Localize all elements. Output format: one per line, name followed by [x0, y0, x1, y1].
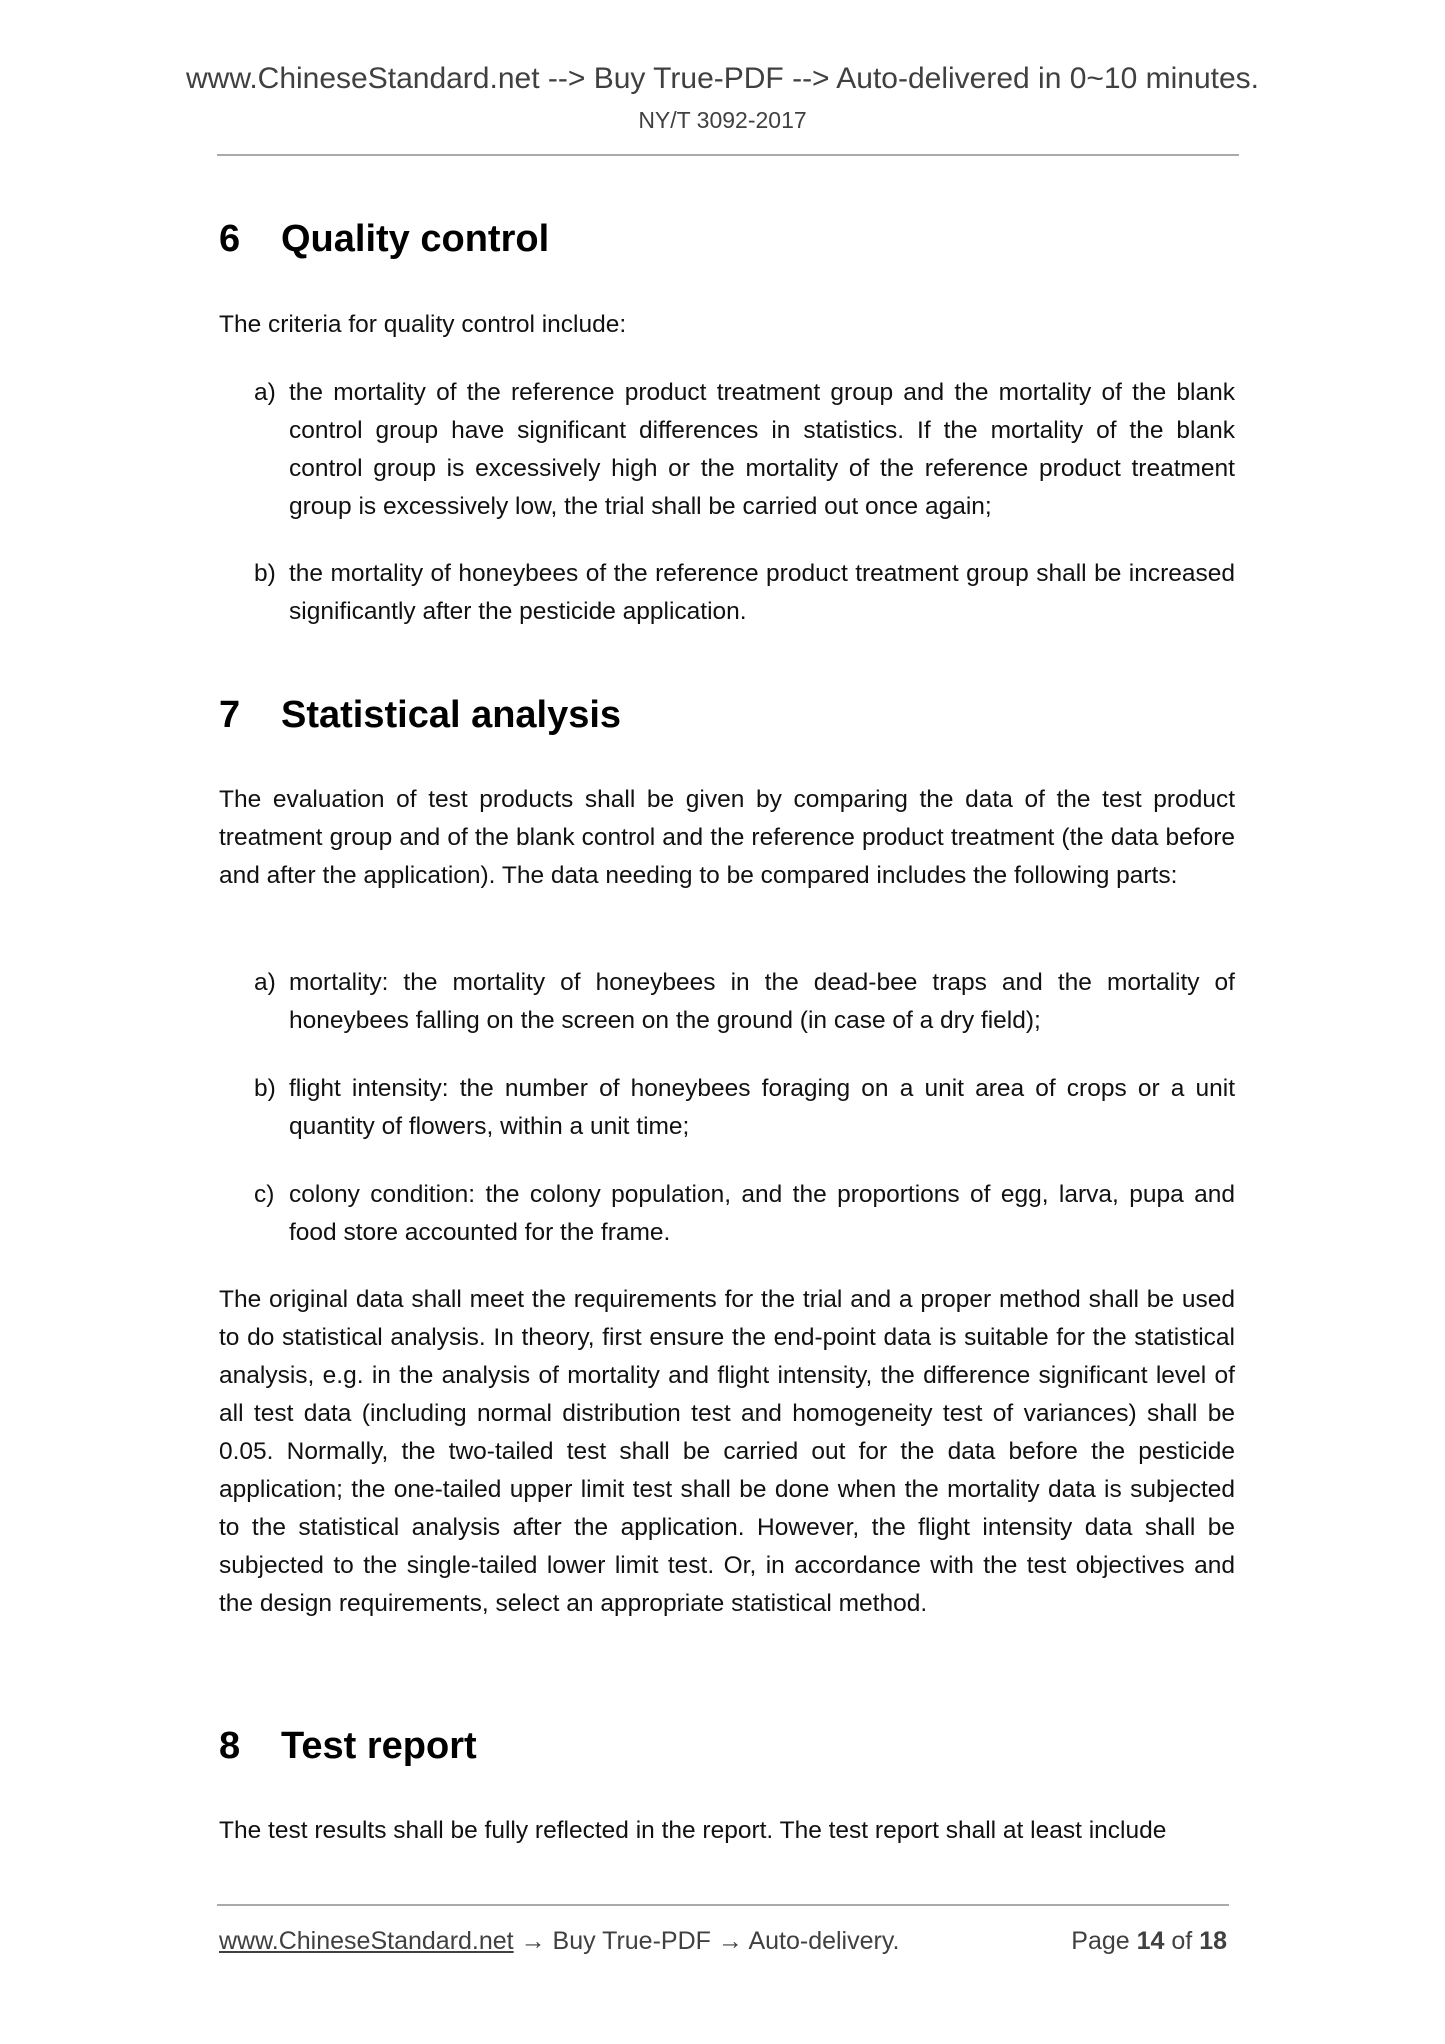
list-text: mortality: the mortality of honeybees in the dead-bee traps and the mortality of honeybees falling on the screen on the ground (in case of a dry field); [289, 969, 1235, 1034]
footer-divider [217, 1904, 1229, 1906]
list-item [254, 555, 1235, 631]
list-item [254, 1070, 1235, 1146]
footer-delivery: Auto-delivery. [748, 1927, 900, 1955]
of-word: of [1171, 1927, 1193, 1955]
arrow-icon: → [520, 1927, 546, 1955]
header-divider [217, 154, 1239, 156]
list-label: a) [254, 379, 276, 406]
paragraph: The original data shall meet the requirements for the trial and a proper method shall be used to do statistical analysis. In theory, first ensure the end-point data is suitable for the statistical analysis, e.g. in the analysis of mortality and flight intensity, the difference significant level of all test data (including normal distribution test and homogeneity test of variances) shall be 0.05. Normally, the two-tailed test shall be carried out for the data before the pesticide application; the one-tailed upper limit test shall be done when the mortality data is subjected to the statistical analysis after the application. However, the flight intensity data shall be subjected to the single-tailed lower limit test. Or, in accordance with the test objectives and the design requirements, select an appropriate statistical method. [219, 1286, 1235, 1617]
standard-id: NY/T 3092-2017 [638, 107, 807, 133]
page-indicator [1071, 1922, 1227, 1960]
page-word: Page [1071, 1927, 1130, 1955]
list-label: b) [254, 1075, 276, 1102]
page-total: 18 [1199, 1927, 1227, 1955]
section-6-heading [219, 217, 549, 261]
arrow-icon: → [717, 1927, 743, 1955]
section-title: Statistical analysis [281, 694, 622, 736]
footer-buy: Buy True-PDF [552, 1927, 711, 1955]
footer-text [219, 1922, 899, 1960]
section-7-heading [219, 693, 621, 737]
section-title: Test report [281, 1725, 477, 1767]
list-text: the mortality of the reference product treatment group and the mortality of the blank control group have significant differences in statistics. If the mortality of the blank control group is excessively high or the mortality of the reference product treatment group is excessively low, the trial shall be carried out once again; [289, 379, 1235, 520]
section-number: 7 [219, 694, 241, 736]
section-8-heading [219, 1724, 477, 1768]
section-title: Quality control [281, 218, 550, 260]
list-text: flight intensity: the number of honeybees foraging on a unit area of crops or a unit quantity of flowers, within a unit time; [289, 1075, 1235, 1140]
list-item [254, 374, 1235, 526]
list-text: colony condition: the colony population, and the proportions of egg, larva, pupa and food store accounted for the frame. [289, 1181, 1235, 1246]
footer-link[interactable]: www.ChineseStandard.net [219, 1927, 514, 1955]
paragraph: The test results shall be fully reflected in the report. The test report shall at least include [219, 1817, 1167, 1844]
header-banner: www.ChineseStandard.net --> Buy True-PDF --> Auto-delivered in 0~10 minutes. [185, 62, 1260, 95]
list-item [254, 1176, 1235, 1252]
page-number: 14 [1136, 1927, 1165, 1955]
paragraph: The criteria for quality control include: [219, 311, 627, 338]
list-text: the mortality of honeybees of the reference product treatment group shall be increased significantly after the pesticide application. [289, 560, 1235, 625]
list-label: b) [254, 560, 276, 587]
section-number: 8 [219, 1725, 241, 1767]
list-label: c) [254, 1181, 275, 1208]
list-label: a) [254, 969, 276, 996]
section-number: 6 [219, 218, 241, 260]
list-item [254, 964, 1235, 1040]
paragraph: The evaluation of test products shall be given by comparing the data of the test product treatment group and of the blank control and the reference product treatment (the data before and after the application). The data needing to be compared includes the following parts: [219, 786, 1235, 889]
